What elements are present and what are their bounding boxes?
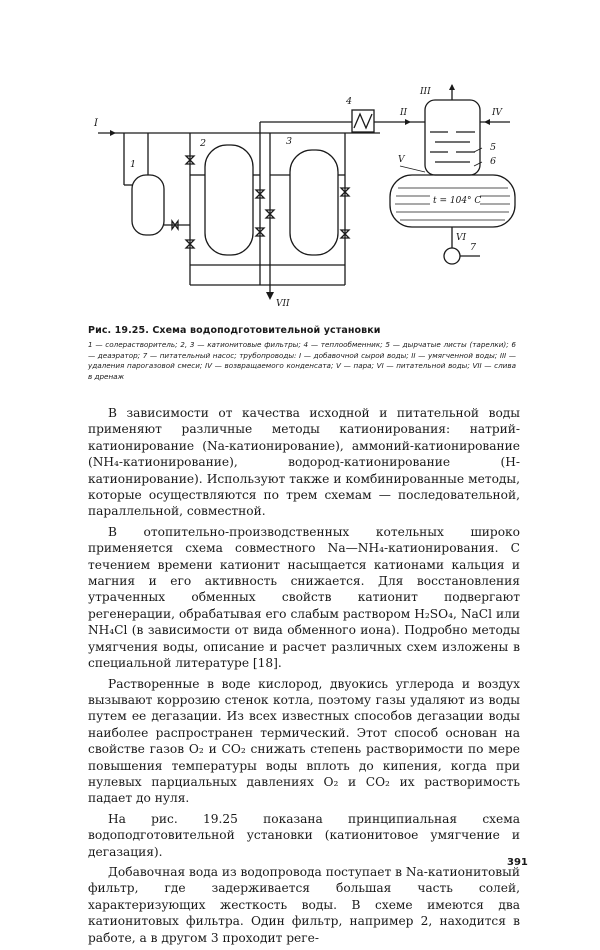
temperature-label: t = 104° C xyxy=(433,196,482,206)
figure-caption-title: Рис. 19.25. Схема водоподготовительной установки xyxy=(88,325,381,336)
paragraph: На рис. 19.25 показана принципиальная схема водоподготовительной установки (катионитовое умягчение и дегазация). xyxy=(88,811,520,859)
arrow-icon xyxy=(484,119,490,125)
label-4: 4 xyxy=(346,96,353,107)
cation-filter-2 xyxy=(205,145,253,255)
label-VII: VII xyxy=(276,299,290,309)
label-6: 6 xyxy=(490,156,497,167)
label-1: 1 xyxy=(130,159,137,170)
arrow-icon xyxy=(449,84,455,90)
figure-caption-legend: 1 — солерастворитель; 2, 3 — катионитовые фильтры; 4 — теплообменник; 5 — дырчатые листы (тарелки); 6 — деаэратор; 7 — питательный насос; трубопроводы: I — добавочной сырой воды; II — умягченной воды; III — удаления парогазовой смеси; IV — возвращаемого конденсата; V — пара; VI — питательной воды; VII — слива в дренаж xyxy=(88,340,516,381)
body-text xyxy=(88,405,520,950)
deaerator-column xyxy=(425,100,480,175)
cation-filter-3 xyxy=(290,150,338,255)
leader-5 xyxy=(474,148,482,152)
label-5: 5 xyxy=(490,142,497,153)
label-V: V xyxy=(398,155,405,165)
label-I: I xyxy=(94,118,98,129)
arrow-icon xyxy=(266,292,274,300)
heat-exchanger-coil xyxy=(354,114,372,128)
page-number: 391 xyxy=(507,857,528,868)
arrow-icon xyxy=(405,119,411,125)
arrow-icon xyxy=(110,130,116,136)
paragraph: В зависимости от качества исходной и питательной воды применяют различные методы катионирования: натрий-катионирование (Na-катионирование), аммоний-катионирование (NH₄-катионирование), водород-катионирование (H-катионирование). Используют также и комбинированные методы, которые осуществляются по трем схемам — последовательной, параллельной, совместной. xyxy=(88,406,520,519)
feed-pump xyxy=(444,248,460,264)
label-7: 7 xyxy=(470,242,477,253)
paragraph: В отопительно-производственных котельных широко применяется схема совместного Na—NH₄-катионирования. С течением времени катионит насыщается катионами кальция и магния и его активность снижается. Для восстановления утраченных обменных свойств катионит подвергают регенерации, обрабатывая его слабым раствором H₂SO₄, NaCl или NH₄Cl (в зависимости от вида обменного иона). Подробно методы умягчения воды, описание и расчет различных схем изложены в специальной литературе [18]. xyxy=(88,524,520,671)
leader-6 xyxy=(474,162,482,166)
leader-V xyxy=(400,166,425,172)
label-3: 3 xyxy=(286,136,293,147)
paragraph: Растворенные в воде кислород, двуокись углерода и воздух вызывают коррозию стенок котла, поэтому газы удаляют из воды путем ее дегазации. Из всех известных способов дегазации воды наиболее распространен термический. Этот способ основан на свойстве газов O₂ и CO₂ снижать степень растворимости по мере повышения температуры воды вплоть до кипения, когда при нулевых парциальных давлениях O₂ и CO₂ их растворимость падает до нуля. xyxy=(88,676,520,806)
label-VI: VI xyxy=(456,233,467,243)
label-IV: IV xyxy=(492,108,503,118)
label-III: III xyxy=(420,87,431,97)
paragraph: Добавочная вода из водопровода поступает в Na-катионитовый фильтр, где задерживается большая часть солей, характеризующих жесткость воды. В схеме имеются два катионитовых фильтра. Один фильтр, например 2, находится в работе, а в другом 3 проходит реге- xyxy=(88,864,520,945)
water-treatment-schematic xyxy=(80,80,520,315)
perforated-trays xyxy=(430,132,475,162)
label-II: II xyxy=(400,108,408,118)
label-2: 2 xyxy=(200,138,207,149)
vessel-salt-dissolver xyxy=(132,175,164,235)
